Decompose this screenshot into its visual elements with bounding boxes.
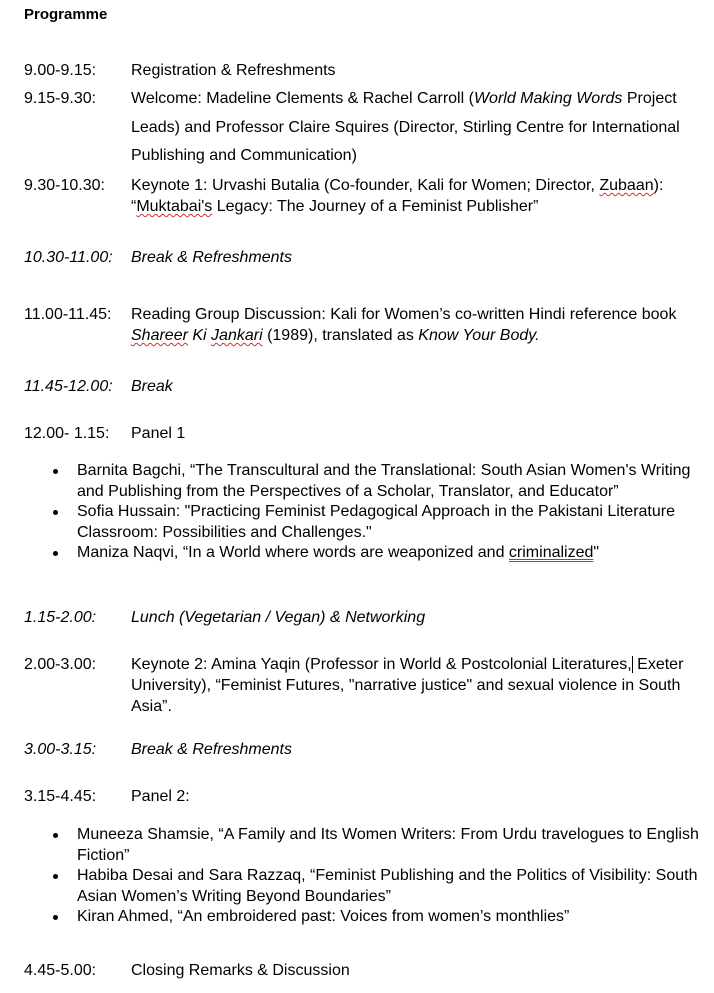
panel-2-list xyxy=(53,825,703,928)
session-description: Break xyxy=(131,378,173,395)
session-description: Break & Refreshments xyxy=(131,741,292,758)
time-slot: 10.30-11.00: xyxy=(24,249,113,266)
session-description: Lunch (Vegetarian / Vegan) & Networking xyxy=(131,609,426,626)
panel-1-list xyxy=(53,461,703,564)
time-slot: 11.45-12.00: xyxy=(24,378,113,395)
session-description: Panel 1 xyxy=(131,425,186,442)
session-description: Closing Remarks & Discussion xyxy=(131,962,350,979)
time-slot: 12.00- 1.15: xyxy=(24,425,110,442)
time-slot: 9.00-9.15: xyxy=(24,62,97,79)
list-item: Sofia Hussain: "Practicing Feminist Pedagogical Approach in the Pakistani Literature Classroom: Possibilities and Challenges." xyxy=(53,502,703,543)
session-description: Registration & Refreshments xyxy=(131,62,336,79)
list-item: Maniza Naqvi, “In a World where words are weaponized and criminalized" xyxy=(53,543,703,564)
session-description: Keynote 2: Amina Yaqin (Professor in World & Postcolonial Literatures, Exeter University), “Feminist Futures, "narrative justice" and sexual violence in South Asia”. xyxy=(131,656,684,715)
session-description: Panel 2: xyxy=(131,788,190,805)
list-item: Habiba Desai and Sara Razzaq, “Feminist Publishing and the Politics of Visibility: South Asian Women’s Writing Beyond Boundaries” xyxy=(53,866,703,907)
session-description: Break & Refreshments xyxy=(131,249,292,266)
time-slot: 3.15-4.45: xyxy=(24,788,97,805)
session-description: Welcome: Madeline Clements & Rachel Carroll (World Making Words Project Leads) and Professor Claire Squires (Director, Stirling Centre for International Publishing and Communication) xyxy=(131,90,680,164)
time-slot: 4.45-5.00: xyxy=(24,962,97,979)
programme-title: Programme xyxy=(24,6,108,23)
session-description: Keynote 1: Urvashi Butalia (Co-founder, Kali for Women; Director, Zubaan): “Muktabai's Legacy: The Journey of a Feminist Publisher” xyxy=(131,177,664,215)
list-item: Muneeza Shamsie, “A Family and Its Women Writers: From Urdu travelogues to English Fiction” xyxy=(53,825,703,866)
list-item: Kiran Ahmed, “An embroidered past: Voices from women’s monthlies” xyxy=(53,907,703,928)
time-slot: 11.00-11.45: xyxy=(24,306,112,323)
list-item: Barnita Bagchi, “The Transcultural and the Translational: South Asian Women's Writing and Publishing from the Perspectives of a Scholar, Translator, and Educator” xyxy=(53,461,703,502)
time-slot: 9.15-9.30: xyxy=(24,90,97,107)
session-description: Reading Group Discussion: Kali for Women’s co-written Hindi reference book Shareer Ki Jankari (1989), translated as Know Your Body. xyxy=(131,306,677,344)
time-slot: 1.15-2.00: xyxy=(24,609,97,626)
time-slot: 2.00-3.00: xyxy=(24,656,97,673)
time-slot: 3.00-3.15: xyxy=(24,741,97,758)
time-slot: 9.30-10.30: xyxy=(24,177,105,194)
